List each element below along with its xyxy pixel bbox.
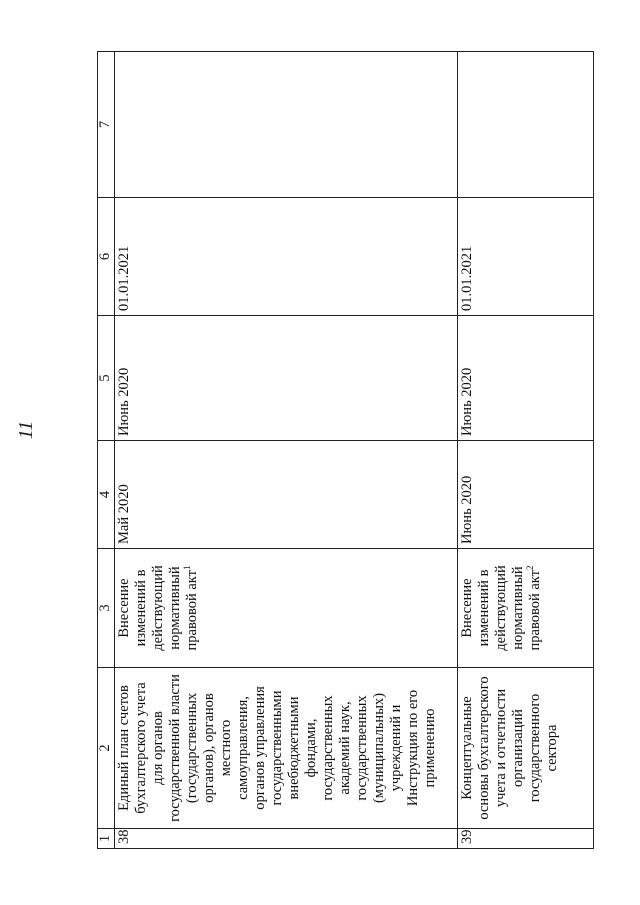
table-row	[458, 52, 594, 849]
col-header-4: 4	[98, 441, 115, 549]
col-header-1: 1	[98, 829, 115, 849]
date-cell-col6: 01.01.2021	[115, 198, 458, 316]
empty-cell-col7	[115, 52, 458, 198]
plan-table	[97, 51, 594, 849]
row-number: 39	[458, 829, 594, 849]
date-cell-col6: 01.01.2021	[458, 198, 594, 316]
empty-cell-col7	[458, 52, 594, 198]
rotated-table-container	[97, 52, 594, 849]
document-name: Единый план счетов бухгалтерского учета для органов государственной власти (государственных органов), органов местного самоуправления, органов управления государственными внебюджетными фондами, государственных академий наук, государственных (муниципальных) учреждений и Инструкция по его применению	[115, 668, 458, 829]
footnote-mark: 2	[525, 565, 536, 571]
col-header-3: 3	[98, 549, 115, 668]
date-cell-col5: Июнь 2020	[115, 316, 458, 441]
date-cell-col4: Июнь 2020	[458, 441, 594, 549]
action-cell	[115, 549, 458, 668]
date-cell-col4: Май 2020	[115, 441, 458, 549]
table-row	[115, 52, 458, 849]
row-number: 38	[115, 829, 458, 849]
date-cell-col5: Июнь 2020	[458, 316, 594, 441]
action-text: Внесение изменений в действующий нормативный правовой акт	[116, 565, 200, 651]
document-name: Концептуальные основы бухгалтерского учета и отчетности организаций государственного сектора	[458, 668, 594, 829]
col-header-2: 2	[98, 668, 115, 829]
col-header-6: 6	[98, 198, 115, 316]
footnote-mark: 1	[182, 565, 193, 571]
col-header-7: 7	[98, 52, 115, 198]
col-header-5: 5	[98, 316, 115, 441]
page-number: 11	[15, 420, 37, 440]
column-number-row	[98, 52, 115, 849]
action-text: Внесение изменений в действующий нормативный правовой акт	[459, 565, 543, 651]
action-cell	[458, 549, 594, 668]
